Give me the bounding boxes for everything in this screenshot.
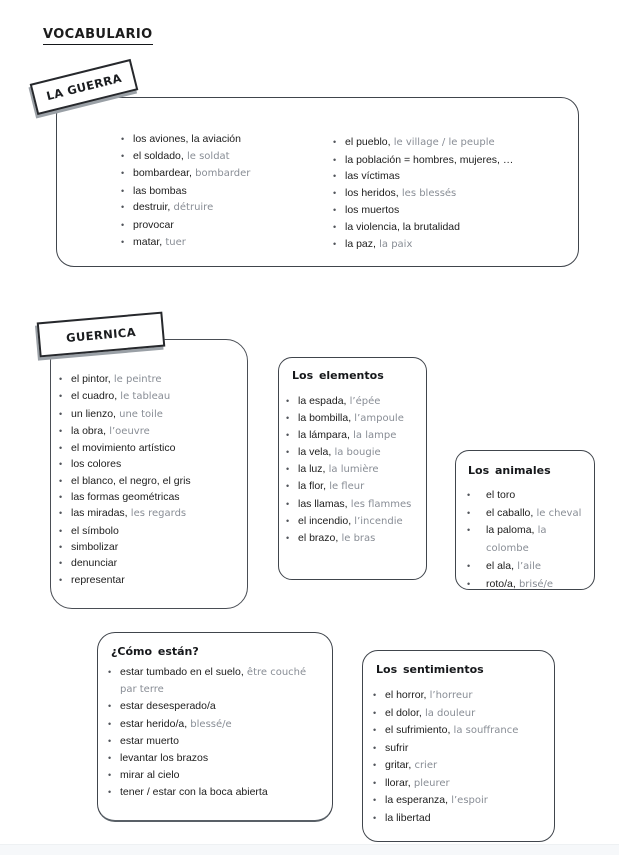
list-item bbox=[59, 539, 241, 555]
list-item bbox=[59, 572, 241, 588]
list-item bbox=[333, 185, 573, 203]
bullet-icon: • bbox=[373, 690, 377, 700]
bullet-icon: • bbox=[333, 205, 337, 216]
list-item bbox=[121, 199, 331, 217]
list-item bbox=[373, 775, 549, 793]
los-sentimientos-list bbox=[373, 687, 549, 827]
spanish-term: la lámpara, bbox=[298, 429, 350, 442]
bullet-icon: • bbox=[59, 525, 63, 536]
item-text bbox=[486, 558, 591, 576]
item-text bbox=[486, 576, 591, 594]
bullet-icon: • bbox=[108, 735, 112, 746]
item-text bbox=[385, 740, 549, 758]
list-item bbox=[465, 522, 591, 557]
list-item bbox=[108, 750, 308, 767]
spanish-term: el sufrimiento, bbox=[385, 724, 451, 736]
page-title: VOCABULARIO bbox=[43, 27, 153, 45]
bullet-icon: • bbox=[286, 498, 290, 509]
list-item bbox=[286, 530, 422, 547]
french-translation: crier bbox=[411, 760, 438, 771]
bullet-icon: • bbox=[108, 753, 112, 764]
bullet-icon: • bbox=[121, 150, 125, 161]
spanish-term: un lienzo, bbox=[71, 407, 116, 420]
list-item bbox=[286, 410, 422, 427]
spanish-term: sufrir bbox=[385, 741, 409, 754]
spanish-term: las bombas bbox=[133, 184, 187, 197]
bullet-icon: • bbox=[108, 718, 112, 729]
spanish-term: el pueblo, bbox=[345, 136, 391, 148]
spanish-term: denunciar bbox=[71, 557, 118, 570]
item-text bbox=[345, 185, 573, 203]
list-item bbox=[286, 496, 422, 513]
item-text bbox=[345, 202, 573, 219]
french-translation: les regards bbox=[127, 508, 187, 520]
spanish-term: gritar, bbox=[385, 759, 412, 771]
item-text bbox=[133, 234, 331, 252]
list-item bbox=[121, 131, 331, 148]
bullet-icon: • bbox=[286, 447, 290, 458]
french-translation: l’aile bbox=[514, 560, 542, 572]
item-text bbox=[385, 810, 549, 828]
item-text bbox=[71, 505, 241, 522]
french-translation: le cheval bbox=[533, 507, 582, 519]
spanish-term: el movimiento artístico bbox=[71, 442, 176, 455]
item-text bbox=[71, 539, 241, 555]
item-text bbox=[71, 523, 241, 539]
french-translation: le peintre bbox=[110, 374, 162, 385]
bullet-icon: • bbox=[333, 154, 337, 165]
french-translation: le bras bbox=[338, 532, 376, 544]
item-text bbox=[385, 722, 549, 740]
spanish-term: la libertad bbox=[385, 811, 431, 824]
french-translation: pleurer bbox=[410, 777, 450, 789]
list-item bbox=[121, 183, 331, 200]
french-translation: tuer bbox=[162, 236, 186, 248]
bullet-icon: • bbox=[467, 525, 471, 536]
bullet-icon: • bbox=[59, 425, 63, 436]
spanish-term: la bombilla, bbox=[298, 412, 352, 425]
stamp-label: GUERNICA bbox=[65, 324, 137, 345]
bullet-icon: • bbox=[59, 492, 63, 503]
list-item bbox=[465, 558, 591, 576]
spanish-term: estar tumbado en el suelo, bbox=[120, 666, 244, 678]
french-translation: la souffrance bbox=[450, 725, 519, 736]
bullet-icon: • bbox=[333, 137, 337, 147]
la-guerra-box bbox=[56, 97, 579, 267]
list-item bbox=[121, 165, 331, 183]
french-translation: les blessés bbox=[398, 187, 457, 199]
como-estan-title: ¿Cómo están? bbox=[111, 645, 199, 658]
spanish-term: la obra, bbox=[71, 424, 107, 437]
guernica-box bbox=[50, 339, 248, 609]
item-text bbox=[71, 572, 241, 588]
spanish-term: la espada, bbox=[298, 395, 347, 407]
bullet-icon: • bbox=[286, 464, 290, 475]
spanish-term: estar herido/a, bbox=[120, 717, 188, 730]
list-item bbox=[59, 473, 241, 489]
item-text bbox=[133, 131, 331, 148]
list-item bbox=[286, 513, 422, 530]
los-animales-list bbox=[465, 487, 591, 593]
bullet-icon: • bbox=[59, 374, 63, 384]
spanish-term: mirar al cielo bbox=[120, 769, 180, 782]
french-translation: les flammes bbox=[347, 498, 412, 510]
bullet-icon: • bbox=[373, 777, 377, 788]
french-translation: la douleur bbox=[421, 707, 476, 719]
spanish-term: simbolizar bbox=[71, 540, 119, 553]
los-animales-box bbox=[455, 450, 595, 590]
list-item bbox=[373, 722, 549, 740]
bullet-icon: • bbox=[373, 707, 377, 718]
list-item bbox=[373, 740, 549, 758]
spanish-term: las víctimas bbox=[345, 170, 400, 183]
bullet-icon: • bbox=[467, 490, 471, 500]
bullet-icon: • bbox=[108, 787, 112, 798]
bullet-icon: • bbox=[121, 219, 125, 230]
list-item bbox=[59, 423, 241, 440]
spanish-term: las llamas, bbox=[298, 497, 348, 510]
list-item bbox=[333, 219, 573, 236]
item-text bbox=[385, 757, 549, 775]
spanish-term: destruir, bbox=[133, 201, 171, 214]
french-translation: l’épée bbox=[346, 396, 381, 407]
french-translation: blessé/e bbox=[187, 718, 232, 730]
bullet-icon: • bbox=[108, 770, 112, 781]
bullet-icon: • bbox=[467, 560, 471, 571]
list-item bbox=[59, 523, 241, 539]
bullet-icon: • bbox=[108, 667, 112, 677]
bullet-icon: • bbox=[121, 168, 125, 179]
list-item bbox=[373, 810, 549, 828]
item-text bbox=[385, 705, 549, 723]
item-text bbox=[120, 664, 308, 698]
bullet-icon: • bbox=[59, 443, 63, 454]
item-text bbox=[298, 427, 422, 444]
list-item bbox=[333, 152, 573, 169]
spanish-term: levantar los brazos bbox=[120, 752, 209, 765]
spanish-term: las miradas, bbox=[71, 507, 128, 520]
list-item bbox=[333, 236, 573, 254]
spanish-term: los aviones, la aviación bbox=[133, 133, 241, 145]
spanish-term: la esperanza, bbox=[385, 794, 449, 806]
list-item bbox=[59, 555, 241, 571]
spanish-term: el cuadro, bbox=[71, 390, 118, 403]
item-text bbox=[71, 489, 241, 505]
french-translation: l’oeuvre bbox=[106, 425, 150, 437]
item-text bbox=[486, 505, 591, 523]
bullet-icon: • bbox=[59, 459, 63, 470]
list-item bbox=[108, 664, 308, 698]
list-item bbox=[286, 444, 422, 461]
list-item bbox=[465, 576, 591, 594]
list-item bbox=[373, 792, 549, 810]
item-text bbox=[298, 393, 422, 410]
bullet-icon: • bbox=[59, 558, 63, 569]
item-text bbox=[71, 473, 241, 489]
spanish-term: la violencia, la brutalidad bbox=[345, 220, 460, 233]
french-translation: la bougie bbox=[331, 447, 381, 459]
bullet-icon: • bbox=[286, 413, 290, 424]
los-elementos-title: Los elementos bbox=[292, 369, 384, 382]
bullet-icon: • bbox=[373, 812, 377, 823]
item-text bbox=[120, 784, 308, 801]
list-item bbox=[108, 767, 308, 784]
list-item bbox=[108, 784, 308, 801]
bullet-icon: • bbox=[373, 742, 377, 753]
item-text bbox=[71, 456, 241, 472]
los-sentimientos-title: Los sentimientos bbox=[376, 663, 484, 676]
bullet-icon: • bbox=[333, 171, 337, 182]
french-translation: le village / le peuple bbox=[390, 137, 495, 148]
french-translation: être couché par terre bbox=[120, 667, 307, 696]
list-item bbox=[286, 393, 422, 410]
item-text bbox=[133, 217, 331, 234]
list-item bbox=[373, 687, 549, 705]
item-text bbox=[298, 530, 422, 547]
list-item bbox=[108, 698, 308, 715]
item-text bbox=[120, 698, 308, 715]
bullet-icon: • bbox=[373, 725, 377, 735]
list-item bbox=[286, 478, 422, 495]
list-item bbox=[373, 705, 549, 723]
spanish-term: el símbolo bbox=[71, 524, 119, 537]
list-item bbox=[286, 461, 422, 478]
item-text bbox=[345, 236, 573, 254]
item-text bbox=[298, 461, 422, 478]
spanish-term: el caballo, bbox=[486, 506, 534, 519]
item-text bbox=[298, 513, 422, 530]
item-text bbox=[120, 733, 308, 750]
french-translation: brisé/e bbox=[515, 578, 554, 590]
bullet-icon: • bbox=[467, 507, 471, 518]
spanish-term: provocar bbox=[133, 218, 174, 231]
french-translation: détruire bbox=[170, 202, 214, 214]
item-text bbox=[133, 165, 331, 183]
spanish-term: los muertos bbox=[345, 204, 400, 217]
item-text bbox=[486, 487, 591, 505]
bullet-icon: • bbox=[373, 760, 377, 770]
item-text bbox=[71, 423, 241, 440]
french-translation: la colombe bbox=[486, 525, 547, 555]
list-item bbox=[108, 733, 308, 750]
spanish-term: el brazo, bbox=[298, 531, 339, 544]
item-text bbox=[298, 444, 422, 461]
spanish-term: los colores bbox=[71, 458, 122, 471]
french-translation: l’horreur bbox=[426, 690, 473, 701]
bullet-icon: • bbox=[121, 202, 125, 213]
como-estan-list bbox=[108, 664, 308, 802]
como-estan-box bbox=[97, 632, 333, 822]
bullet-icon: • bbox=[59, 391, 63, 402]
item-text bbox=[385, 792, 549, 810]
item-text bbox=[298, 496, 422, 513]
spanish-term: la flor, bbox=[298, 480, 327, 493]
list-item bbox=[59, 456, 241, 472]
french-translation: la lampe bbox=[349, 430, 397, 442]
item-text bbox=[133, 148, 331, 166]
bullet-icon: • bbox=[467, 578, 471, 589]
item-text bbox=[298, 478, 422, 495]
bullet-icon: • bbox=[59, 408, 63, 419]
bullet-icon: • bbox=[121, 185, 125, 196]
bullet-icon: • bbox=[286, 430, 290, 441]
list-item bbox=[373, 757, 549, 775]
item-text bbox=[71, 440, 241, 456]
list-item bbox=[59, 440, 241, 456]
spanish-term: estar desesperado/a bbox=[120, 700, 216, 713]
item-text bbox=[120, 750, 308, 767]
spanish-term: las formas geométricas bbox=[71, 491, 180, 504]
item-text bbox=[71, 388, 241, 405]
spanish-term: representar bbox=[71, 573, 125, 586]
list-item bbox=[59, 371, 241, 388]
item-text bbox=[345, 152, 573, 169]
french-translation: bombarder bbox=[191, 168, 251, 180]
spanish-term: roto/a, bbox=[486, 577, 516, 590]
item-text bbox=[120, 716, 308, 733]
french-translation: l’espoir bbox=[448, 795, 488, 806]
spanish-term: llorar, bbox=[385, 776, 411, 789]
list-item bbox=[121, 234, 331, 252]
list-item bbox=[465, 487, 591, 505]
list-item bbox=[59, 489, 241, 505]
list-item bbox=[333, 134, 573, 152]
list-item bbox=[59, 388, 241, 405]
spanish-term: el blanco, el negro, el gris bbox=[71, 474, 191, 487]
french-translation: le fleur bbox=[326, 481, 365, 493]
spanish-term: bombardear, bbox=[133, 167, 192, 180]
french-translation: le soldat bbox=[183, 150, 230, 162]
spanish-term: el horror, bbox=[385, 689, 427, 701]
item-text bbox=[133, 183, 331, 200]
bullet-icon: • bbox=[59, 574, 63, 585]
list-item bbox=[59, 406, 241, 423]
bullet-icon: • bbox=[121, 134, 125, 144]
la-guerra-list-right bbox=[333, 134, 573, 253]
item-text bbox=[298, 410, 422, 427]
bullet-icon: • bbox=[286, 481, 290, 492]
list-item bbox=[286, 427, 422, 444]
bullet-icon: • bbox=[59, 508, 63, 519]
bullet-icon: • bbox=[286, 515, 290, 526]
bullet-icon: • bbox=[333, 238, 337, 249]
bullet-icon: • bbox=[333, 221, 337, 232]
item-text bbox=[71, 406, 241, 423]
bullet-icon: • bbox=[108, 701, 112, 712]
item-text bbox=[71, 371, 241, 388]
los-animales-title: Los animales bbox=[468, 464, 551, 477]
list-item bbox=[121, 148, 331, 166]
los-elementos-box bbox=[278, 357, 427, 580]
list-item bbox=[465, 505, 591, 523]
item-text bbox=[133, 199, 331, 217]
french-translation: l’ampoule bbox=[351, 413, 404, 425]
los-sentimientos-box bbox=[362, 650, 555, 842]
spanish-term: tener / estar con la boca abierta bbox=[120, 786, 268, 799]
spanish-term: estar muerto bbox=[120, 734, 179, 747]
list-item bbox=[333, 168, 573, 185]
spanish-term: la paz, bbox=[345, 237, 376, 250]
list-item bbox=[108, 716, 308, 733]
item-text bbox=[120, 767, 308, 784]
bullet-icon: • bbox=[286, 532, 290, 543]
item-text bbox=[345, 219, 573, 236]
spanish-term: el ala, bbox=[486, 559, 515, 572]
french-translation: la lumière bbox=[325, 464, 379, 476]
spanish-term: los heridos, bbox=[345, 186, 399, 199]
bullet-icon: • bbox=[59, 475, 63, 486]
spanish-term: la vela, bbox=[298, 446, 332, 459]
la-guerra-list-left bbox=[121, 131, 331, 251]
item-text bbox=[486, 522, 591, 557]
item-text bbox=[385, 687, 549, 705]
french-translation: l’incendie bbox=[351, 515, 403, 527]
spanish-term: la paloma, bbox=[486, 524, 535, 537]
bullet-icon: • bbox=[333, 187, 337, 198]
spanish-term: el pintor, bbox=[71, 373, 111, 385]
item-text bbox=[385, 775, 549, 793]
item-text bbox=[71, 555, 241, 571]
spanish-term: el incendio, bbox=[298, 514, 352, 527]
stamp-label: LA GUERRA bbox=[44, 70, 124, 104]
list-item bbox=[333, 202, 573, 219]
spanish-term: la población = hombres, mujeres, … bbox=[345, 153, 514, 166]
spanish-term: la luz, bbox=[298, 463, 326, 476]
spanish-term: el toro bbox=[486, 489, 516, 501]
bullet-icon: • bbox=[286, 396, 290, 406]
list-item bbox=[121, 217, 331, 234]
french-translation: le tableau bbox=[117, 391, 171, 403]
spanish-term: el soldado, bbox=[133, 149, 184, 162]
french-translation: une toile bbox=[115, 408, 163, 420]
page-bottom-edge bbox=[0, 844, 619, 855]
spanish-term: el dolor, bbox=[385, 706, 422, 719]
french-translation: la paix bbox=[375, 238, 413, 250]
los-elementos-list bbox=[286, 393, 422, 547]
list-item bbox=[59, 505, 241, 522]
bullet-icon: • bbox=[59, 541, 63, 552]
item-text bbox=[345, 168, 573, 185]
bullet-icon: • bbox=[121, 236, 125, 247]
spanish-term: matar, bbox=[133, 235, 163, 248]
guernica-list bbox=[59, 371, 241, 588]
bullet-icon: • bbox=[373, 795, 377, 805]
item-text bbox=[345, 134, 573, 152]
